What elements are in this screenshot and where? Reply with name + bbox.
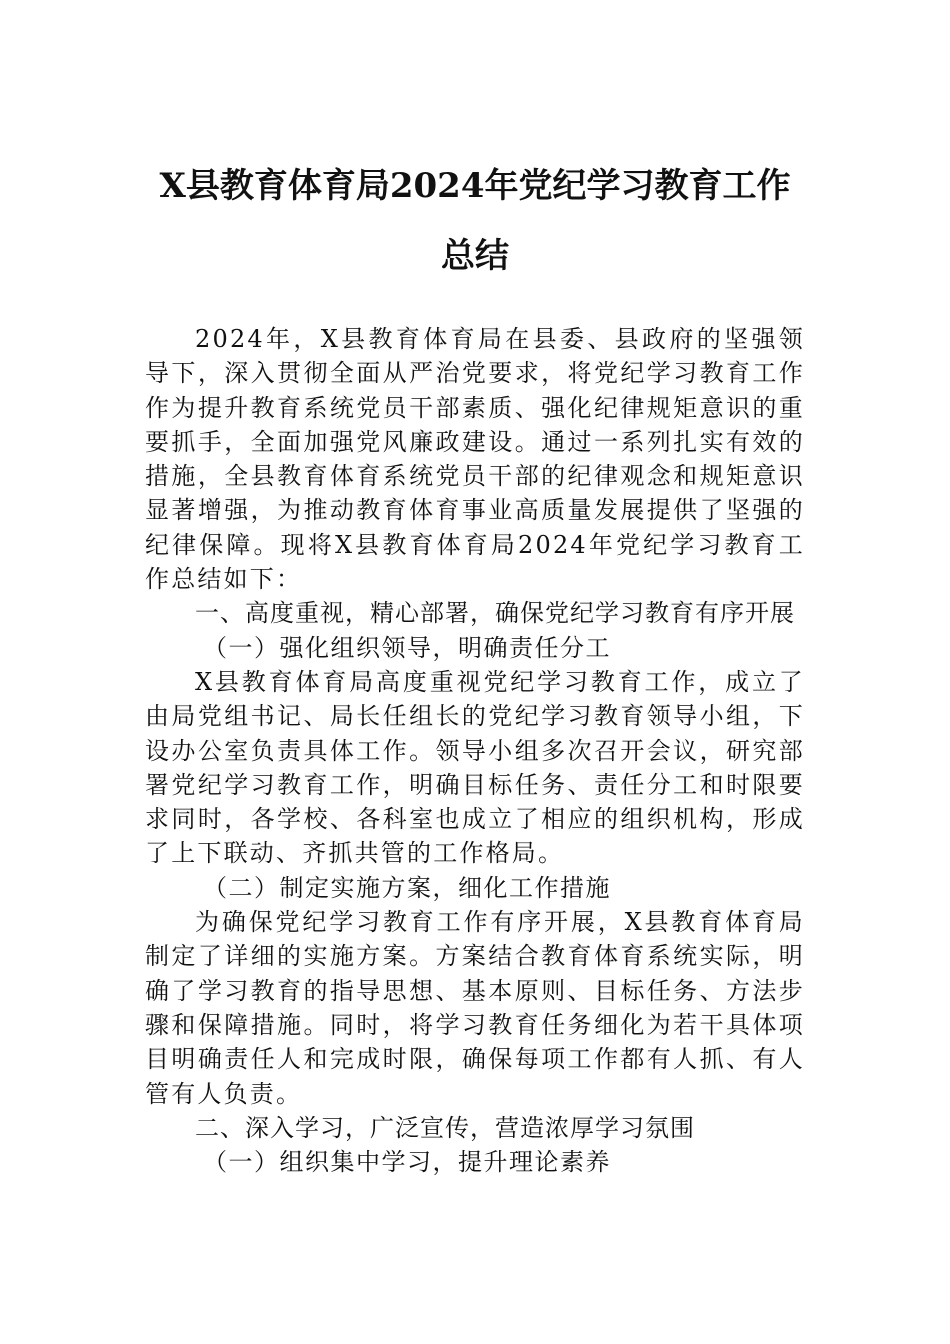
intro-paragraph: 2024年，X县教育体育局在县委、县政府的坚强领导下，深入贯彻全面从严治党要求，将党纪学习教育工作作为提升教育系统党员干部素质、强化纪律规矩意识的重要抓手，全面加强党风廉政建设。通过一系列扎实有效的措施，全县教育体育系统党员干部的纪律观念和规矩意识显著增强，为推动教育体育事业高质量发展提供了坚强的纪律保障。现将X县教育体育局2024年党纪学习教育工作总结如下： <box>145 325 805 594</box>
document-title-line1: X县教育体育局2024年党纪学习教育工作 <box>159 166 791 206</box>
section1-sub2-heading: （二）制定实施方案，细化工作措施 <box>203 873 611 902</box>
document-body <box>145 322 805 1179</box>
section1-heading: 一、高度重视，精心部署，确保党纪学习教育有序开展 <box>195 599 795 628</box>
section1-sub1-heading: （一）强化组织领导，明确责任分工 <box>203 633 611 662</box>
document-title-line2: 总结 <box>441 236 509 276</box>
section2-sub1-heading: （一）组织集中学习，提升理论素养 <box>203 1148 611 1177</box>
section2-heading: 二、深入学习，广泛宣传，营造浓厚学习氛围 <box>195 1113 695 1142</box>
section1-sub1-paragraph: X县教育体育局高度重视党纪学习教育工作，成立了由局党组书记、局长任组长的党纪学习教育领导小组，下设办公室负责具体工作。领导小组多次召开会议，研究部署党纪学习教育工作，明确目标任务、责任分工和时限要求同时，各学校、各科室也成立了相应的组织机构，形成了上下联动、齐抓共管的工作格局。 <box>145 667 805 868</box>
section1-sub2-paragraph: 为确保党纪学习教育工作有序开展，X县教育体育局制定了详细的实施方案。方案结合教育体育系统实际，明确了学习教育的指导思想、基本原则、目标任务、方法步骤和保障措施。同时，将学习教育任务细化为若干具体项目明确责任人和完成时限，确保每项工作都有人抓、有人管有人负责。 <box>145 908 805 1108</box>
